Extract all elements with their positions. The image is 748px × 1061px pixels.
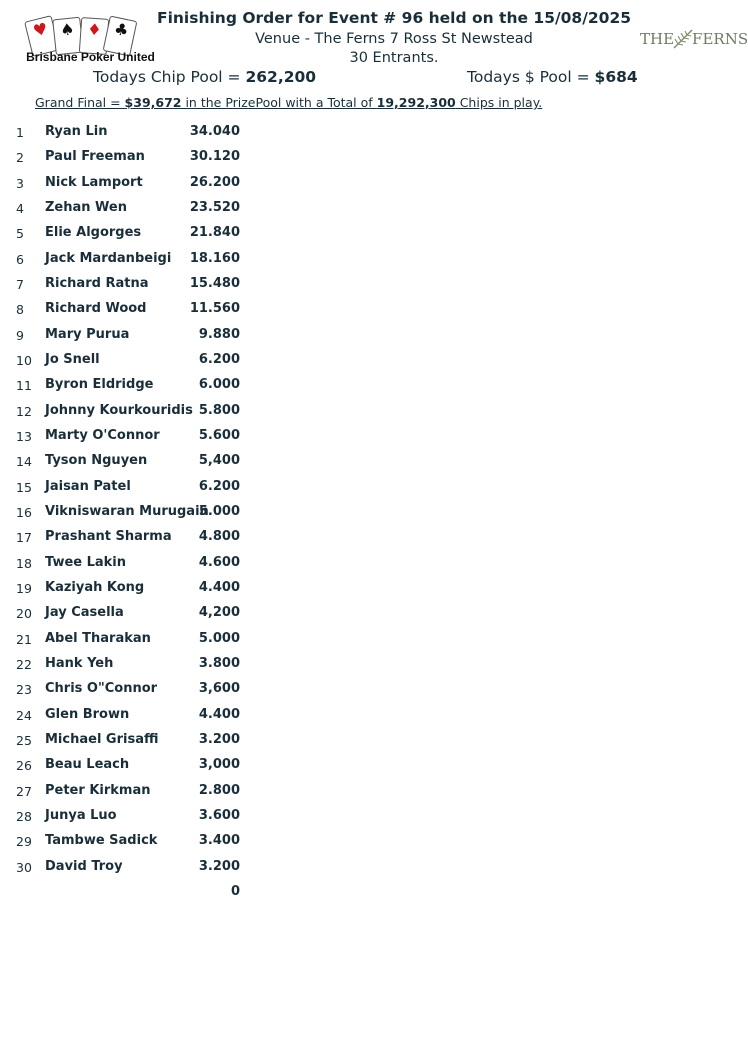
result-row — [0, 703, 260, 728]
player-name: Mary Purua — [45, 326, 130, 342]
result-row — [0, 753, 260, 778]
heart-card-icon: ♥ — [24, 15, 60, 57]
player-name: Beau Leach — [45, 757, 130, 773]
chip-count: 5.800 — [198, 402, 240, 418]
finish-position: 1 — [16, 125, 24, 140]
result-row — [0, 500, 260, 525]
diamond-card-icon: ♦ — [79, 17, 109, 55]
result-row — [0, 247, 260, 272]
player-name: Jack Mardanbeigi — [45, 250, 172, 266]
result-row — [0, 728, 260, 753]
player-name: Michael Grisaffi — [45, 731, 159, 747]
player-name: Byron Eldridge — [45, 377, 154, 393]
player-name: Nick Lamport — [45, 174, 143, 190]
finishing-order-list — [0, 120, 260, 905]
result-row — [0, 196, 260, 221]
player-name: Jo Snell — [45, 351, 100, 367]
finish-position: 20 — [16, 606, 32, 622]
chip-count: 18.160 — [189, 250, 240, 266]
chip-count: 3,600 — [198, 681, 240, 697]
chip-count: 3.200 — [198, 731, 240, 747]
chip-count: 4.400 — [198, 579, 240, 595]
finish-position: 4 — [16, 200, 24, 216]
result-row — [0, 627, 260, 652]
venue-line: Venue - The Ferns 7 Ross St Newstead — [255, 31, 533, 47]
player-name: Richard Wood — [45, 301, 147, 317]
chip-count: 4,200 — [198, 605, 240, 621]
finish-position: 7 — [16, 276, 24, 292]
finish-position: 21 — [16, 631, 32, 647]
dollar-pool-value: $684 — [594, 68, 638, 86]
player-name: Paul Freeman — [45, 149, 145, 165]
chip-count: 30.120 — [189, 149, 240, 165]
finish-position: 30 — [16, 859, 32, 875]
chip-count: 11.560 — [189, 301, 240, 317]
chip-count: 23.520 — [189, 199, 240, 215]
player-name: Zehan Wen — [45, 199, 127, 215]
player-name: Johnny Kourkouridis — [45, 402, 193, 418]
chip-count: 9.880 — [198, 326, 240, 342]
chip-count: 6.200 — [198, 351, 240, 367]
finish-position: 10 — [16, 352, 32, 368]
result-row — [0, 221, 260, 246]
chip-count: 3.600 — [198, 807, 240, 823]
entrants-count: 30 Entrants. — [349, 50, 439, 66]
chip-count: 4.600 — [198, 554, 240, 570]
finish-position: 25 — [16, 732, 32, 748]
player-name: Ryan Lin — [45, 124, 108, 139]
chip-count: 15.480 — [189, 275, 240, 291]
result-row — [0, 323, 260, 348]
player-name: Hank Yeh — [45, 655, 114, 671]
result-row — [0, 399, 260, 424]
result-row — [0, 551, 260, 576]
ferns-logo-text-right: FERNS — [692, 30, 748, 48]
grand-final-summary — [35, 95, 542, 110]
player-name: Kaziyah Kong — [45, 579, 145, 595]
finish-position: 6 — [16, 251, 24, 267]
dollar-pool-label: Todays $ Pool = — [467, 68, 595, 86]
finish-position: 11 — [16, 378, 32, 394]
grand-final-suffix: Chips in play. — [455, 95, 543, 110]
grand-final-middle: in the PrizePool with a Total of — [181, 95, 377, 110]
finish-position: 13 — [16, 428, 32, 444]
chip-pool — [93, 68, 316, 86]
chip-count: 5.000 — [198, 630, 240, 646]
finish-position: 17 — [16, 530, 32, 546]
finish-position: 2 — [16, 150, 24, 166]
finish-position: 23 — [16, 682, 32, 698]
grand-final-prize: $39,672 — [124, 95, 182, 110]
chip-count: 5.000 — [198, 503, 240, 519]
player-name: Jay Casella — [45, 605, 124, 621]
result-row — [0, 145, 260, 170]
finish-position: 8 — [16, 302, 24, 318]
total-row — [0, 880, 260, 905]
player-name: Tyson Nguyen — [45, 453, 148, 469]
finish-position: 18 — [16, 555, 32, 571]
event-title: Finishing Order for Event # 96 held on the 15/08/2025 — [156, 9, 632, 27]
grand-final-chips: 19,292,300 — [376, 95, 456, 110]
finish-position: 15 — [16, 479, 32, 495]
result-row — [0, 373, 260, 398]
player-name: Marty O'Connor — [45, 427, 160, 443]
result-row — [0, 652, 260, 677]
chip-count: 3.800 — [198, 655, 240, 671]
chip-pool-value: 262,200 — [245, 68, 317, 86]
chip-pool-label: Todays Chip Pool = — [93, 68, 246, 86]
finish-position: 5 — [16, 226, 24, 242]
result-row — [0, 677, 260, 702]
result-row — [0, 576, 260, 601]
chip-count: 34.040 — [189, 124, 240, 139]
chip-count: 6.000 — [198, 377, 240, 393]
chip-count: 5.600 — [198, 427, 240, 443]
player-name: Tambwe Sadick — [45, 833, 158, 849]
result-row — [0, 829, 260, 854]
player-name: Chris O"Connor — [45, 681, 158, 697]
chip-count: 4.400 — [198, 706, 240, 722]
chip-count: 3.400 — [198, 833, 240, 849]
chip-total: 0 — [230, 883, 240, 899]
player-name: Abel Tharakan — [45, 630, 151, 646]
brand-name: Brisbane Poker United — [26, 50, 155, 64]
result-row — [0, 272, 260, 297]
player-name: Jaisan Patel — [45, 478, 131, 494]
spade-card-icon: ♠ — [52, 17, 84, 56]
finish-position: 16 — [16, 504, 32, 520]
chip-count: 26.200 — [189, 174, 240, 190]
finish-position: 12 — [16, 403, 32, 419]
player-name: Elie Algorges — [45, 225, 142, 241]
ferns-logo-text-left: THE — [640, 30, 675, 48]
finish-position: 22 — [16, 656, 32, 672]
grand-final-prefix: Grand Final = — [35, 95, 125, 110]
club-card-icon: ♣ — [103, 15, 138, 56]
result-row — [0, 804, 260, 829]
result-row — [0, 601, 260, 626]
player-name: Richard Ratna — [45, 275, 149, 291]
player-name: Vikniswaran Murugain — [45, 503, 209, 519]
finish-position: 9 — [16, 327, 24, 343]
chip-count: 6.200 — [198, 478, 240, 494]
dollar-pool — [467, 68, 638, 86]
chip-count: 3.200 — [198, 858, 240, 874]
finish-position: 24 — [16, 707, 32, 723]
result-row — [0, 449, 260, 474]
result-row — [0, 348, 260, 373]
player-name: Peter Kirkman — [45, 782, 151, 798]
finish-position: 19 — [16, 580, 32, 596]
player-name: Glen Brown — [45, 706, 130, 722]
chip-count: 3,000 — [198, 757, 240, 773]
player-name: Junya Luo — [45, 807, 117, 823]
result-row — [0, 779, 260, 804]
player-name: Prashant Sharma — [45, 529, 172, 545]
finish-position: 14 — [16, 454, 32, 470]
finish-position: 3 — [16, 175, 24, 191]
chip-count: 4.800 — [198, 529, 240, 545]
player-name: Twee Lakin — [45, 554, 127, 570]
chip-count: 5,400 — [198, 453, 240, 469]
result-row — [0, 120, 260, 145]
finish-position: 26 — [16, 758, 32, 774]
finish-position: 29 — [16, 834, 32, 850]
result-row — [0, 855, 260, 880]
result-row — [0, 475, 260, 500]
result-row — [0, 297, 260, 322]
result-row — [0, 525, 260, 550]
result-row — [0, 424, 260, 449]
finish-position: 28 — [16, 808, 32, 824]
result-row — [0, 171, 260, 196]
player-name: David Troy — [45, 858, 123, 874]
finish-position: 27 — [16, 783, 32, 799]
chip-count: 2.800 — [198, 782, 240, 798]
chip-count: 21.840 — [189, 225, 240, 241]
